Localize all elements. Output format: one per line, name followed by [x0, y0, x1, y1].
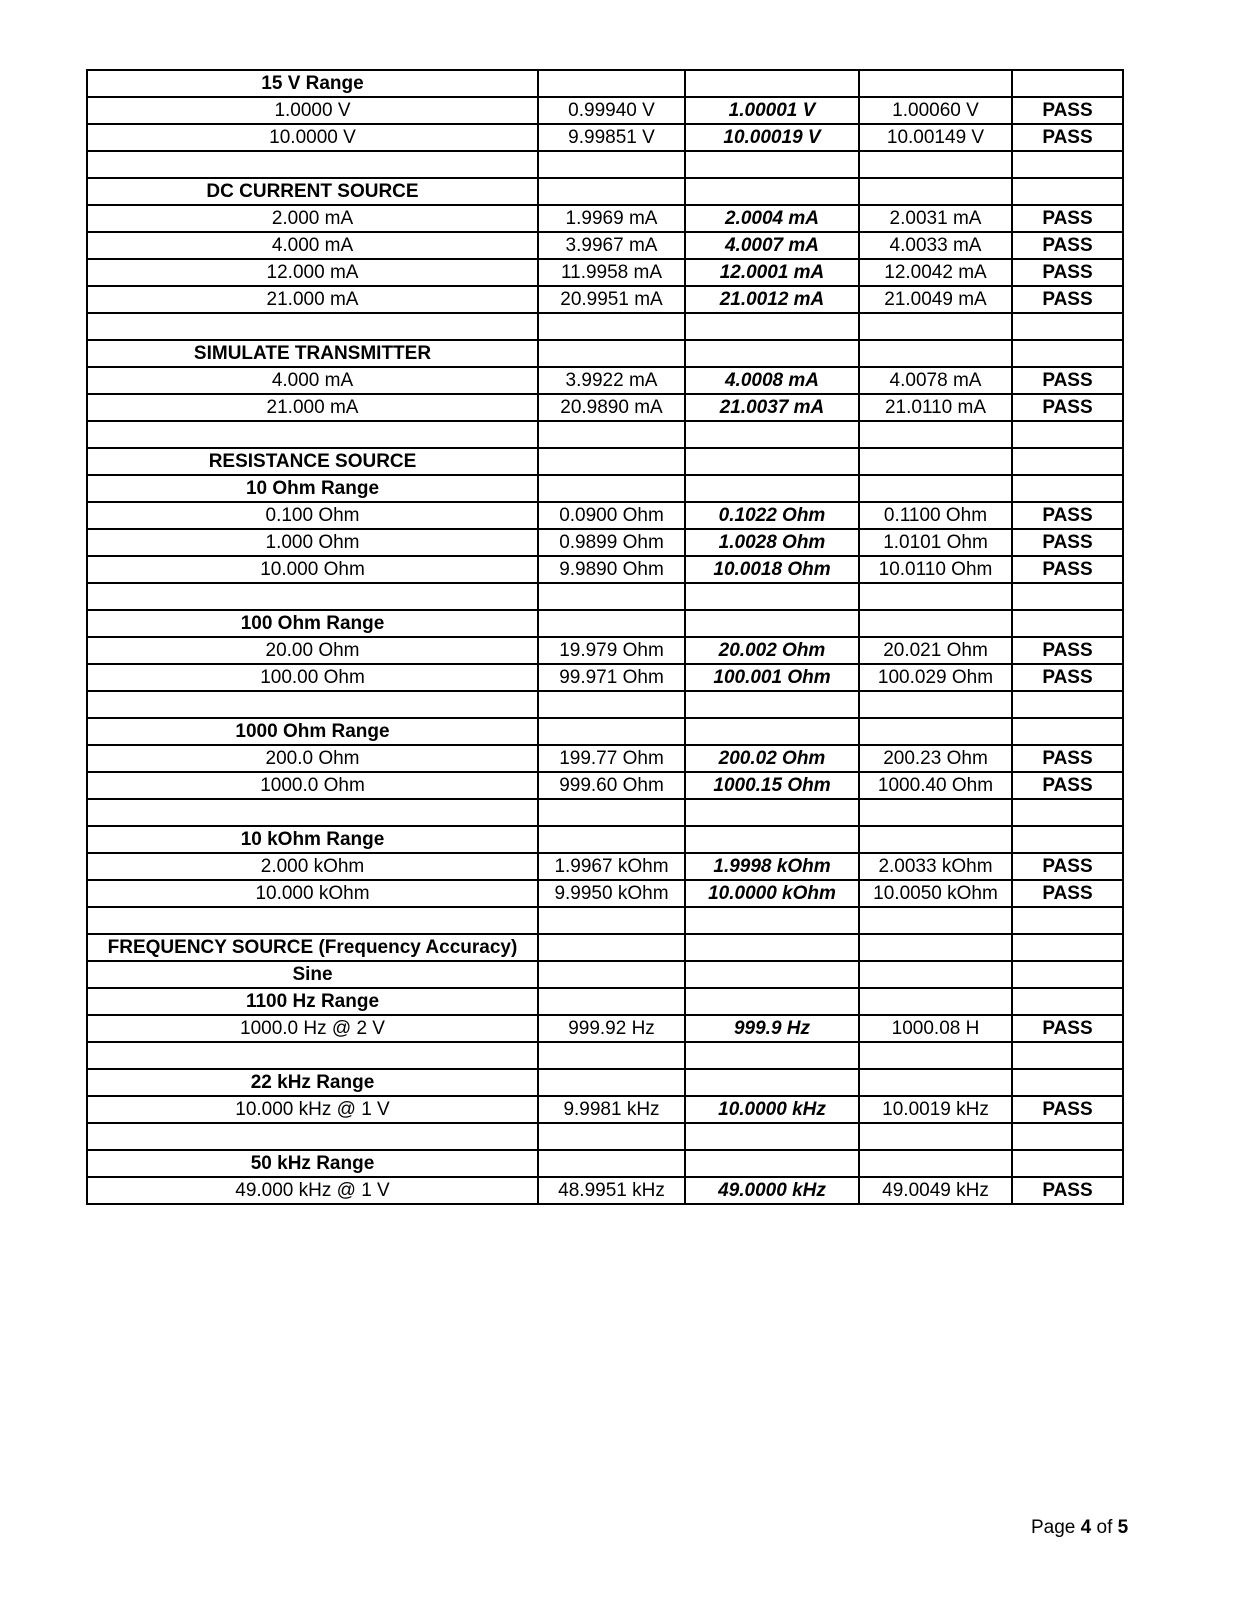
measured-value: 10.0000 kHz — [685, 1096, 859, 1123]
section-heading: 100 Ohm Range — [87, 610, 538, 637]
high-limit: 12.0042 mA — [859, 259, 1012, 286]
measured-value: 1.0028 Ohm — [685, 529, 859, 556]
empty-cell — [685, 583, 859, 610]
low-limit: 9.99851 V — [538, 124, 685, 151]
section-heading-row — [87, 70, 1123, 97]
empty-cell — [1012, 448, 1123, 475]
result-status: PASS — [1012, 772, 1123, 799]
measured-value: 1000.15 Ohm — [685, 772, 859, 799]
empty-cell — [859, 988, 1012, 1015]
empty-cell — [859, 70, 1012, 97]
high-limit: 4.0078 mA — [859, 367, 1012, 394]
empty-cell — [685, 313, 859, 340]
empty-cell — [1012, 1123, 1123, 1150]
nominal-value: 0.100 Ohm — [87, 502, 538, 529]
high-limit: 2.0031 mA — [859, 205, 1012, 232]
table-row — [87, 205, 1123, 232]
high-limit: 1000.40 Ohm — [859, 772, 1012, 799]
empty-cell — [538, 826, 685, 853]
nominal-value: 49.000 kHz @ 1 V — [87, 1177, 538, 1204]
empty-cell — [685, 1042, 859, 1069]
spacer-row — [87, 691, 1123, 718]
section-heading-row — [87, 340, 1123, 367]
empty-cell — [685, 907, 859, 934]
empty-cell — [1012, 799, 1123, 826]
section-heading: 1100 Hz Range — [87, 988, 538, 1015]
table-row — [87, 529, 1123, 556]
empty-cell — [538, 1042, 685, 1069]
empty-cell — [859, 1042, 1012, 1069]
empty-cell — [538, 934, 685, 961]
measured-value: 2.0004 mA — [685, 205, 859, 232]
result-status: PASS — [1012, 664, 1123, 691]
empty-cell — [538, 313, 685, 340]
empty-cell — [538, 421, 685, 448]
high-limit: 200.23 Ohm — [859, 745, 1012, 772]
low-limit: 0.0900 Ohm — [538, 502, 685, 529]
table-row — [87, 556, 1123, 583]
high-limit: 0.1100 Ohm — [859, 502, 1012, 529]
empty-cell — [1012, 718, 1123, 745]
empty-cell — [1012, 178, 1123, 205]
page-number-footer — [1031, 1517, 1128, 1539]
section-heading-row — [87, 961, 1123, 988]
empty-cell — [859, 610, 1012, 637]
result-status: PASS — [1012, 367, 1123, 394]
empty-cell — [1012, 475, 1123, 502]
empty-cell — [87, 151, 538, 178]
empty-cell — [538, 151, 685, 178]
empty-cell — [1012, 961, 1123, 988]
empty-cell — [1012, 340, 1123, 367]
low-limit: 20.9951 mA — [538, 286, 685, 313]
spacer-row — [87, 907, 1123, 934]
nominal-value: 1.000 Ohm — [87, 529, 538, 556]
empty-cell — [538, 340, 685, 367]
empty-cell — [87, 799, 538, 826]
measured-value: 10.0018 Ohm — [685, 556, 859, 583]
table-row — [87, 502, 1123, 529]
empty-cell — [1012, 691, 1123, 718]
section-heading-row — [87, 448, 1123, 475]
empty-cell — [538, 448, 685, 475]
empty-cell — [859, 1069, 1012, 1096]
empty-cell — [859, 907, 1012, 934]
low-limit: 9.9950 kOhm — [538, 880, 685, 907]
empty-cell — [538, 1150, 685, 1177]
calibration-results-table — [86, 69, 1124, 1205]
empty-cell — [685, 1150, 859, 1177]
empty-cell — [538, 988, 685, 1015]
empty-cell — [1012, 610, 1123, 637]
spacer-row — [87, 421, 1123, 448]
empty-cell — [685, 610, 859, 637]
measured-value: 12.0001 mA — [685, 259, 859, 286]
nominal-value: 4.000 mA — [87, 367, 538, 394]
nominal-value: 4.000 mA — [87, 232, 538, 259]
section-heading: 10 kOhm Range — [87, 826, 538, 853]
empty-cell — [87, 691, 538, 718]
table-row — [87, 772, 1123, 799]
section-heading: DC CURRENT SOURCE — [87, 178, 538, 205]
empty-cell — [538, 799, 685, 826]
high-limit: 4.0033 mA — [859, 232, 1012, 259]
low-limit: 999.92 Hz — [538, 1015, 685, 1042]
nominal-value: 1.0000 V — [87, 97, 538, 124]
spacer-row — [87, 1123, 1123, 1150]
section-heading: Sine — [87, 961, 538, 988]
empty-cell — [538, 610, 685, 637]
nominal-value: 2.000 mA — [87, 205, 538, 232]
section-heading-row — [87, 1069, 1123, 1096]
high-limit: 21.0049 mA — [859, 286, 1012, 313]
nominal-value: 1000.0 Hz @ 2 V — [87, 1015, 538, 1042]
spacer-row — [87, 151, 1123, 178]
table-row — [87, 1015, 1123, 1042]
empty-cell — [859, 691, 1012, 718]
empty-cell — [859, 313, 1012, 340]
section-heading-row — [87, 610, 1123, 637]
empty-cell — [685, 340, 859, 367]
nominal-value: 10.0000 V — [87, 124, 538, 151]
high-limit: 1000.08 H — [859, 1015, 1012, 1042]
low-limit: 11.9958 mA — [538, 259, 685, 286]
empty-cell — [685, 826, 859, 853]
nominal-value: 10.000 kOhm — [87, 880, 538, 907]
high-limit: 21.0110 mA — [859, 394, 1012, 421]
section-heading: 15 V Range — [87, 70, 538, 97]
low-limit: 3.9922 mA — [538, 367, 685, 394]
table-row — [87, 664, 1123, 691]
empty-cell — [859, 583, 1012, 610]
result-status: PASS — [1012, 745, 1123, 772]
high-limit: 49.0049 kHz — [859, 1177, 1012, 1204]
empty-cell — [538, 178, 685, 205]
low-limit: 20.9890 mA — [538, 394, 685, 421]
empty-cell — [859, 1150, 1012, 1177]
low-limit: 9.9981 kHz — [538, 1096, 685, 1123]
nominal-value: 10.000 kHz @ 1 V — [87, 1096, 538, 1123]
result-status: PASS — [1012, 1096, 1123, 1123]
empty-cell — [685, 799, 859, 826]
table-row — [87, 880, 1123, 907]
result-status: PASS — [1012, 124, 1123, 151]
empty-cell — [87, 313, 538, 340]
result-status: PASS — [1012, 637, 1123, 664]
empty-cell — [685, 421, 859, 448]
section-heading: 50 kHz Range — [87, 1150, 538, 1177]
nominal-value: 21.000 mA — [87, 286, 538, 313]
empty-cell — [87, 907, 538, 934]
result-status: PASS — [1012, 232, 1123, 259]
empty-cell — [538, 1123, 685, 1150]
table-row — [87, 745, 1123, 772]
page-total: 5 — [1117, 1517, 1129, 1538]
empty-cell — [1012, 151, 1123, 178]
empty-cell — [538, 907, 685, 934]
result-status: PASS — [1012, 853, 1123, 880]
measured-value: 0.1022 Ohm — [685, 502, 859, 529]
nominal-value: 12.000 mA — [87, 259, 538, 286]
empty-cell — [685, 691, 859, 718]
table-row — [87, 259, 1123, 286]
section-heading-row — [87, 718, 1123, 745]
high-limit: 2.0033 kOhm — [859, 853, 1012, 880]
empty-cell — [859, 448, 1012, 475]
empty-cell — [859, 826, 1012, 853]
page-current: 4 — [1080, 1517, 1092, 1538]
table-body — [87, 70, 1123, 1204]
table-row — [87, 394, 1123, 421]
measured-value: 1.00001 V — [685, 97, 859, 124]
measured-value: 10.0000 kOhm — [685, 880, 859, 907]
low-limit: 1.9967 kOhm — [538, 853, 685, 880]
empty-cell — [1012, 988, 1123, 1015]
empty-cell — [1012, 934, 1123, 961]
empty-cell — [87, 583, 538, 610]
result-status: PASS — [1012, 529, 1123, 556]
high-limit: 100.029 Ohm — [859, 664, 1012, 691]
empty-cell — [538, 1069, 685, 1096]
empty-cell — [538, 961, 685, 988]
empty-cell — [859, 178, 1012, 205]
low-limit: 48.9951 kHz — [538, 1177, 685, 1204]
empty-cell — [859, 961, 1012, 988]
result-status: PASS — [1012, 502, 1123, 529]
empty-cell — [685, 988, 859, 1015]
measured-value: 4.0007 mA — [685, 232, 859, 259]
table-row — [87, 1096, 1123, 1123]
empty-cell — [1012, 1069, 1123, 1096]
high-limit: 10.0110 Ohm — [859, 556, 1012, 583]
spacer-row — [87, 313, 1123, 340]
table-row — [87, 286, 1123, 313]
empty-cell — [1012, 1150, 1123, 1177]
section-heading: FREQUENCY SOURCE (Frequency Accuracy) — [87, 934, 538, 961]
table-row — [87, 97, 1123, 124]
empty-cell — [859, 475, 1012, 502]
empty-cell — [87, 421, 538, 448]
low-limit: 99.971 Ohm — [538, 664, 685, 691]
result-status: PASS — [1012, 880, 1123, 907]
nominal-value: 20.00 Ohm — [87, 637, 538, 664]
empty-cell — [538, 583, 685, 610]
section-heading: 1000 Ohm Range — [87, 718, 538, 745]
measured-value: 1.9998 kOhm — [685, 853, 859, 880]
empty-cell — [1012, 907, 1123, 934]
low-limit: 3.9967 mA — [538, 232, 685, 259]
low-limit: 199.77 Ohm — [538, 745, 685, 772]
low-limit: 999.60 Ohm — [538, 772, 685, 799]
measured-value: 100.001 Ohm — [685, 664, 859, 691]
empty-cell — [859, 934, 1012, 961]
section-heading: RESISTANCE SOURCE — [87, 448, 538, 475]
empty-cell — [685, 475, 859, 502]
low-limit: 19.979 Ohm — [538, 637, 685, 664]
spacer-row — [87, 1042, 1123, 1069]
result-status: PASS — [1012, 205, 1123, 232]
high-limit: 10.0019 kHz — [859, 1096, 1012, 1123]
empty-cell — [87, 1042, 538, 1069]
empty-cell — [859, 340, 1012, 367]
measured-value: 10.00019 V — [685, 124, 859, 151]
measured-value: 200.02 Ohm — [685, 745, 859, 772]
nominal-value: 1000.0 Ohm — [87, 772, 538, 799]
result-status: PASS — [1012, 259, 1123, 286]
empty-cell — [685, 448, 859, 475]
result-status: PASS — [1012, 556, 1123, 583]
high-limit: 1.00060 V — [859, 97, 1012, 124]
empty-cell — [685, 178, 859, 205]
section-heading: SIMULATE TRANSMITTER — [87, 340, 538, 367]
low-limit: 1.9969 mA — [538, 205, 685, 232]
table-row — [87, 853, 1123, 880]
section-heading-row — [87, 475, 1123, 502]
table-row — [87, 367, 1123, 394]
nominal-value: 200.0 Ohm — [87, 745, 538, 772]
measured-value: 21.0037 mA — [685, 394, 859, 421]
empty-cell — [859, 718, 1012, 745]
empty-cell — [1012, 1042, 1123, 1069]
measured-value: 21.0012 mA — [685, 286, 859, 313]
table-row — [87, 637, 1123, 664]
spacer-row — [87, 799, 1123, 826]
empty-cell — [859, 1123, 1012, 1150]
high-limit: 10.0050 kOhm — [859, 880, 1012, 907]
measured-value: 4.0008 mA — [685, 367, 859, 394]
table-row — [87, 1177, 1123, 1204]
measured-value: 49.0000 kHz — [685, 1177, 859, 1204]
section-heading: 22 kHz Range — [87, 1069, 538, 1096]
empty-cell — [685, 718, 859, 745]
empty-cell — [685, 70, 859, 97]
empty-cell — [1012, 70, 1123, 97]
empty-cell — [538, 691, 685, 718]
result-status: PASS — [1012, 1177, 1123, 1204]
low-limit: 0.99940 V — [538, 97, 685, 124]
empty-cell — [859, 799, 1012, 826]
empty-cell — [685, 934, 859, 961]
page-of: of — [1091, 1517, 1118, 1538]
empty-cell — [1012, 313, 1123, 340]
empty-cell — [1012, 421, 1123, 448]
section-heading-row — [87, 826, 1123, 853]
section-heading-row — [87, 988, 1123, 1015]
result-status: PASS — [1012, 97, 1123, 124]
empty-cell — [859, 421, 1012, 448]
empty-cell — [1012, 583, 1123, 610]
low-limit: 0.9899 Ohm — [538, 529, 685, 556]
nominal-value: 10.000 Ohm — [87, 556, 538, 583]
empty-cell — [87, 1123, 538, 1150]
result-status: PASS — [1012, 286, 1123, 313]
nominal-value: 100.00 Ohm — [87, 664, 538, 691]
section-heading-row — [87, 934, 1123, 961]
high-limit: 20.021 Ohm — [859, 637, 1012, 664]
measured-value: 999.9 Hz — [685, 1015, 859, 1042]
empty-cell — [685, 151, 859, 178]
empty-cell — [538, 70, 685, 97]
measured-value: 20.002 Ohm — [685, 637, 859, 664]
empty-cell — [685, 1123, 859, 1150]
low-limit: 9.9890 Ohm — [538, 556, 685, 583]
page-label: Page — [1031, 1517, 1081, 1538]
empty-cell — [685, 961, 859, 988]
section-heading-row — [87, 178, 1123, 205]
empty-cell — [859, 151, 1012, 178]
nominal-value: 2.000 kOhm — [87, 853, 538, 880]
result-status: PASS — [1012, 394, 1123, 421]
empty-cell — [538, 718, 685, 745]
result-status: PASS — [1012, 1015, 1123, 1042]
nominal-value: 21.000 mA — [87, 394, 538, 421]
high-limit: 1.0101 Ohm — [859, 529, 1012, 556]
table-row — [87, 124, 1123, 151]
empty-cell — [685, 1069, 859, 1096]
spacer-row — [87, 583, 1123, 610]
table-row — [87, 232, 1123, 259]
empty-cell — [538, 475, 685, 502]
section-heading-row — [87, 1150, 1123, 1177]
empty-cell — [1012, 826, 1123, 853]
section-heading: 10 Ohm Range — [87, 475, 538, 502]
high-limit: 10.00149 V — [859, 124, 1012, 151]
